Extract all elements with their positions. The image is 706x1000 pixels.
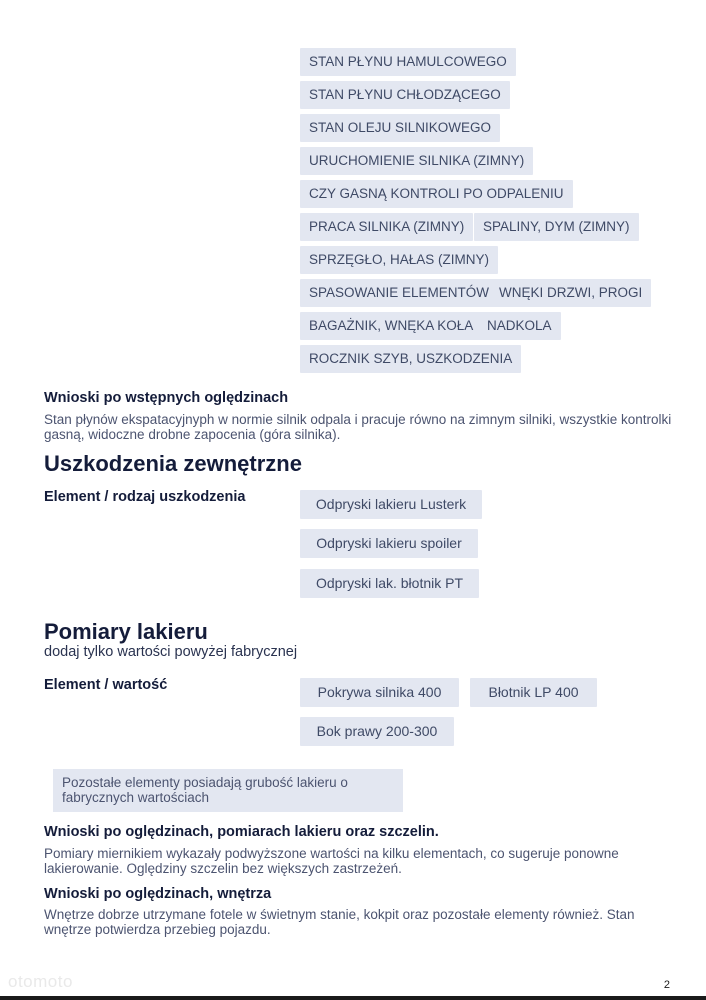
damage-item: Odpryski lakieru Lusterk	[300, 490, 482, 519]
tag-clutch-noise: SPRZĘGŁO, HAŁAS (ZIMNY)	[300, 246, 498, 274]
tag-warning-lights: CZY GASNĄ KONTROLI PO ODPALENIU	[300, 180, 573, 208]
external-damage-title: Uszkodzenia zewnętrzne	[44, 451, 302, 476]
tag-engine-start: URUCHOMIENIE SILNIKA (ZIMNY)	[300, 147, 533, 175]
external-damage-label: Element / rodzaj uszkodzenia	[44, 489, 246, 505]
tag-glass-year-damage: ROCZNIK SZYB, USZKODZENIA	[300, 345, 521, 373]
paint-conclusions-heading: Wnioski po oględzinach, pomiarach lakieru oraz szczelin.	[44, 824, 439, 840]
interior-conclusions-heading: Wnioski po oględzinach, wnętrza	[44, 886, 272, 902]
paint-item: Błotnik LP 400	[470, 678, 597, 707]
footer-divider	[0, 996, 706, 1000]
interior-conclusions-text: Wnętrze dobrze utrzymane fotele w świetnym stanie, kokpit oraz pozostałe elementy również. Stan wnętrze potwierdza przebieg pojazdu.	[44, 907, 635, 937]
page-number: 2	[663, 979, 670, 991]
tag-trunk-wheel-well: BAGAŻNIK, WNĘKA KOŁA	[300, 312, 482, 340]
watermark: otomoto	[8, 972, 73, 991]
paint-conclusions-text: Pomiary miernikiem wykazały podwyższone wartości na kilku elementach, co sugeruje ponowne lakierowanie. Oględziny szczelin bez większych zastrzeżeń.	[44, 846, 619, 876]
tag-engine-work: PRACA SILNIKA (ZIMNY)	[300, 213, 473, 241]
tag-brake-fluid: STAN PŁYNU HAMULCOWEGO	[300, 48, 516, 76]
initial-conclusions-text: Stan płynów ekspatacyjnyph w normie silnik odpala i pracuje równo na zimnym silniki, wszystkie kontrolki gasną, widoczne drobne zapocenia (góra silnika).	[44, 412, 672, 442]
tag-coolant: STAN PŁYNU CHŁODZĄCEGO	[300, 81, 510, 109]
paint-note: Pozostałe elementy posiadają grubość lakieru o fabrycznych wartościach	[53, 769, 403, 812]
initial-conclusions-heading: Wnioski po wstępnych oględzinach	[44, 390, 289, 406]
damage-item: Odpryski lak. błotnik PT	[300, 569, 479, 598]
tag-panel-fit: SPASOWANIE ELEMENTÓW	[300, 279, 498, 307]
paint-title: Pomiary lakieru	[44, 619, 208, 644]
paint-item: Pokrywa silnika 400	[300, 678, 459, 707]
tag-exhaust-smoke: SPALINY, DYM (ZIMNY)	[474, 213, 639, 241]
paint-label: Element / wartość	[44, 677, 168, 693]
tag-wheel-arches: NADKOLA	[478, 312, 561, 340]
paint-item: Bok prawy 200-300	[300, 717, 454, 746]
damage-item: Odpryski lakieru spoiler	[300, 529, 478, 558]
tag-engine-oil: STAN OLEJU SILNIKOWEGO	[300, 114, 500, 142]
tag-door-sills: WNĘKI DRZWI, PROGI	[490, 279, 651, 307]
paint-subtitle: dodaj tylko wartości powyżej fabrycznej	[44, 644, 298, 660]
